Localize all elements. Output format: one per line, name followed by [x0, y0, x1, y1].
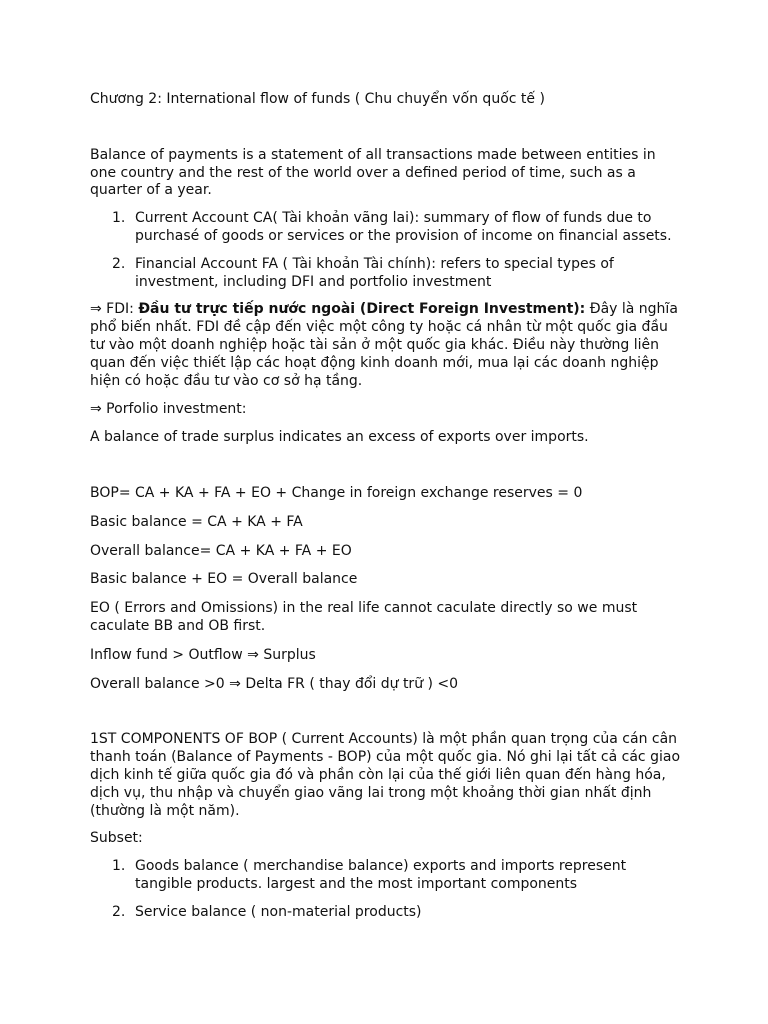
bop-definition: Balance of payments is a statement of all transactions made between entities in one country and the rest of the world over a defined period of time, such as a quarter of a year.	[90, 146, 656, 199]
document-page	[90, 91, 680, 922]
list-item	[90, 858, 680, 894]
portfolio-line: ⇒ Porfolio investment:	[90, 401, 247, 418]
list-item-text: Current Account CA( Tài khoản vãng lai): summary of flow of funds due to purchasé of goods or services or the provision of income on financial assets.	[135, 210, 672, 244]
list-item	[90, 904, 680, 922]
subset-list	[90, 858, 680, 921]
subset-label: Subset:	[90, 830, 143, 847]
fdi-prefix: ⇒ FDI:	[90, 301, 139, 318]
trade-surplus-line: A balance of trade surplus indicates an excess of exports over imports.	[90, 429, 589, 446]
list-item	[90, 210, 680, 246]
list-item-number: 1.	[112, 210, 126, 227]
list-item-number: 2.	[112, 255, 126, 272]
components-paragraph: 1ST COMPONENTS OF BOP ( Current Accounts) là một phần quan trọng của cán cân thanh toán (Balance of Payments - BOP) của một quốc gia. Nó ghi lại tất cả các giao dịch kinh tế giữa quốc gia đó và phần còn lại của thế giới liên quan đến hàng hóa, dịch vụ, thu nhập và chuyển giao vãng lai trong một khoảng thời gian nhất định (thường là một năm).	[90, 731, 681, 819]
list-item-text: Service balance ( non-material products)	[135, 903, 422, 920]
fdi-heading: Đầu tư trực tiếp nước ngoài (Direct Foreign Investment):	[138, 301, 586, 318]
accounts-list	[90, 210, 680, 291]
bop-formula: BOP= CA + KA + FA + EO + Change in foreign exchange reserves = 0	[90, 484, 583, 501]
list-item-text: Financial Account FA ( Tài khoản Tài chính): refers to special types of investment, including DFI and portfolio investment	[135, 255, 614, 290]
overall-positive-line: Overall balance >0 ⇒ Delta FR ( thay đổi dự trữ ) <0	[90, 675, 459, 692]
eo-note: EO ( Errors and Omissions) in the real life cannot caculate directly so we must caculate BB and OB first.	[90, 600, 638, 634]
list-item-number: 1.	[112, 858, 126, 875]
list-item	[90, 256, 680, 292]
overall-balance-formula: Overall balance= CA + KA + FA + EO	[90, 542, 352, 559]
basic-plus-eo-formula: Basic balance + EO = Overall balance	[90, 571, 358, 588]
list-item-number: 2.	[112, 903, 126, 920]
list-item-text: Goods balance ( merchandise balance) exports and imports represent tangible products. largest and the most important components	[135, 858, 627, 892]
chapter-title: Chương 2: International flow of funds ( Chu chuyển vốn quốc tế )	[90, 91, 545, 107]
basic-balance-formula: Basic balance = CA + KA + FA	[90, 513, 303, 530]
fdi-description: Đây là nghĩa phổ biến nhất. FDI đề cập đến việc một công ty hoặc cá nhân từ một quốc gia đầu tư vào một doanh nghiệp hoặc tài sản ở một quốc gia khác. Điều này thường liên quan đến việc thiết lập các hoạt động kinh doanh mới, mua lại các doanh nghiệp hiện có hoặc đầu tư vào cơ sở hạ tầng.	[90, 301, 678, 389]
fdi-paragraph	[90, 301, 680, 390]
inflow-line: Inflow fund > Outflow ⇒ Surplus	[90, 646, 316, 663]
